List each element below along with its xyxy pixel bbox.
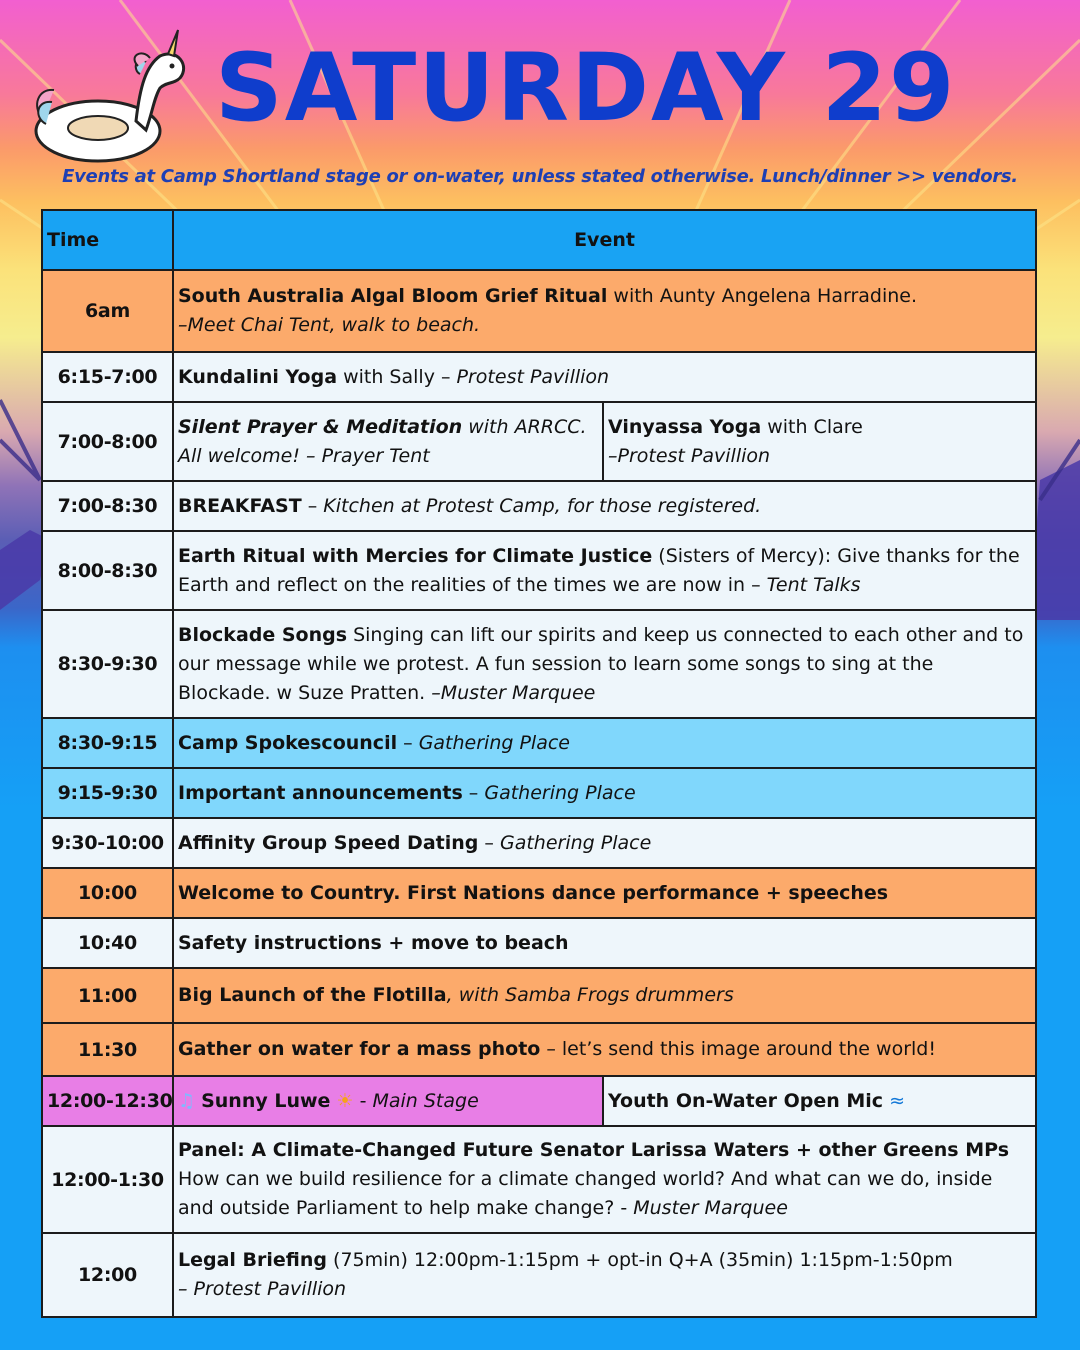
event-location: –Protest Pavillion: [608, 444, 771, 467]
row-event: [173, 352, 1036, 402]
event-title: Safety instructions + move to beach: [178, 931, 569, 954]
table-row: [42, 968, 1036, 1023]
event-location: Main Stage: [372, 1089, 479, 1112]
event-title: South Australia Algal Bloom Grief Ritual: [178, 285, 608, 307]
row-time: 9:30-10:00: [42, 818, 173, 868]
event-title: Earth Ritual with Mercies for Climate Justice: [178, 544, 653, 567]
row-event: [173, 1233, 1036, 1317]
event-desc: (Sisters of Mercy): Give thanks for the Earth and reflect on the realities of the times we are now in –: [178, 544, 1020, 596]
event-title: Affinity Group Speed Dating: [178, 831, 479, 854]
event-location: Tent Talks: [766, 573, 861, 596]
row-event-right: [603, 402, 1036, 481]
table-row: [42, 1233, 1036, 1317]
row-event: [173, 768, 1036, 818]
row-time: 12:00-1:30: [42, 1126, 173, 1233]
event-title: Panel: A Climate-Changed Future Senator Larissa Waters + other Greens MPs: [178, 1139, 1010, 1161]
row-time: 8:30-9:15: [42, 718, 173, 768]
event-desc: –: [462, 781, 485, 804]
event-desc: with Clare: [761, 415, 863, 438]
row-event: [173, 270, 1036, 352]
row-time: 10:40: [42, 918, 173, 968]
row-time: 12:00: [42, 1233, 173, 1317]
row-time: 6:15-7:00: [42, 352, 173, 402]
event-title: Gather on water for a mass photo: [178, 1038, 541, 1060]
event-title: Silent Prayer & Meditation: [178, 415, 463, 438]
row-event: [173, 818, 1036, 868]
event-location: Kitchen at Protest Camp, for those registered.: [323, 494, 762, 517]
event-desc: with Aunty Angelena Harradine.: [607, 285, 918, 307]
row-event: [173, 968, 1036, 1023]
event-location: , with Samba Frogs drummers: [446, 984, 734, 1006]
unicorn-float-illustration: [28, 26, 198, 166]
event-title: BREAKFAST: [178, 494, 302, 517]
event-title: Sunny Luwe: [201, 1089, 331, 1112]
event-desc: –: [397, 731, 419, 754]
event-location: Gathering Place: [499, 831, 652, 854]
wave-icon: ≈: [889, 1089, 906, 1112]
row-event-right: [603, 1076, 1036, 1126]
row-time: 11:30: [42, 1023, 173, 1076]
event-location: All welcome! – Prayer Tent: [178, 444, 430, 467]
event-desc: with Sally –: [337, 365, 457, 388]
event-location: Gathering Place: [418, 731, 570, 754]
row-time: 8:30-9:30: [42, 610, 173, 718]
event-desc: -: [353, 1089, 373, 1112]
page-title: SATURDAY 29: [215, 34, 957, 143]
event-title: Important announcements: [178, 781, 463, 804]
table-row: [42, 1076, 1036, 1126]
event-location: –Muster Marquee: [431, 681, 596, 704]
event-title: Welcome to Country. First Nations dance performance + speeches: [178, 881, 889, 904]
event-desc: How can we build resilience for a climate changed world? And what can we do, inside and outside Parliament to help make change? -: [178, 1168, 993, 1219]
event-title: Blockade Songs: [178, 623, 348, 646]
table-row: [42, 1023, 1036, 1076]
event-location: Protest Pavillion: [456, 365, 610, 388]
table-row: [42, 481, 1036, 531]
row-time: 10:00: [42, 868, 173, 918]
table-row: [42, 402, 1036, 481]
event-location: – Protest Pavillion: [178, 1278, 347, 1300]
event-desc: Singing can lift our spirits and keep us connected to each other and to our message while we protest. A fun session to learn some songs to sing at the Blockade. w Suze Pratten.: [178, 623, 1024, 704]
event-title: Legal Briefing: [178, 1249, 328, 1271]
event-desc: –: [478, 831, 500, 854]
page-subtitle: Events at Camp Shortland stage or on-water, unless stated otherwise. Lunch/dinner >> vendors.: [62, 166, 1018, 187]
row-time: 6am: [42, 270, 173, 352]
column-header-time: Time: [42, 210, 173, 270]
event-location: –Meet Chai Tent, walk to beach.: [178, 314, 481, 336]
row-time: 7:00-8:30: [42, 481, 173, 531]
row-event: [173, 610, 1036, 718]
schedule-table: [41, 209, 1037, 1318]
event-desc: (75min) 12:00pm-1:15pm + opt-in Q+A (35min) 1:15pm-1:50pm: [327, 1249, 953, 1271]
table-row: [42, 531, 1036, 610]
table-header-row: [42, 210, 1036, 270]
event-title: Kundalini Yoga: [178, 365, 338, 388]
row-event: [173, 531, 1036, 610]
table-row: [42, 352, 1036, 402]
row-event: [173, 1126, 1036, 1233]
event-title: Vinyassa Yoga: [608, 415, 762, 438]
table-row: [42, 918, 1036, 968]
event-location: Gathering Place: [484, 781, 636, 804]
event-desc: with ARRCC.: [462, 415, 587, 438]
row-time: 12:00-12:30: [42, 1076, 173, 1126]
event-location: Muster Marquee: [633, 1197, 788, 1219]
row-time: 7:00-8:00: [42, 402, 173, 481]
table-row: [42, 270, 1036, 352]
event-desc: – let’s send this image around the world!: [540, 1038, 936, 1060]
table-row: [42, 768, 1036, 818]
event-title: Big Launch of the Flotilla: [178, 984, 447, 1006]
row-event-left: [173, 402, 603, 481]
table-row: [42, 610, 1036, 718]
row-event: [173, 1023, 1036, 1076]
table-row: [42, 818, 1036, 868]
row-time: 8:00-8:30: [42, 531, 173, 610]
row-event: [173, 868, 1036, 918]
row-event: [173, 481, 1036, 531]
event-title: Youth On-Water Open Mic: [608, 1089, 884, 1112]
row-event: [173, 718, 1036, 768]
sun-icon: ☀: [336, 1089, 354, 1112]
music-notes-icon: ♫: [178, 1089, 196, 1112]
table-row: [42, 718, 1036, 768]
row-event: [173, 918, 1036, 968]
table-row: [42, 868, 1036, 918]
column-header-event: Event: [173, 210, 1036, 270]
event-desc: –: [301, 494, 324, 517]
table-row: [42, 1126, 1036, 1233]
row-time: 9:15-9:30: [42, 768, 173, 818]
row-time: 11:00: [42, 968, 173, 1023]
row-event-left: [173, 1076, 603, 1126]
event-title: Camp Spokescouncil: [178, 731, 398, 754]
